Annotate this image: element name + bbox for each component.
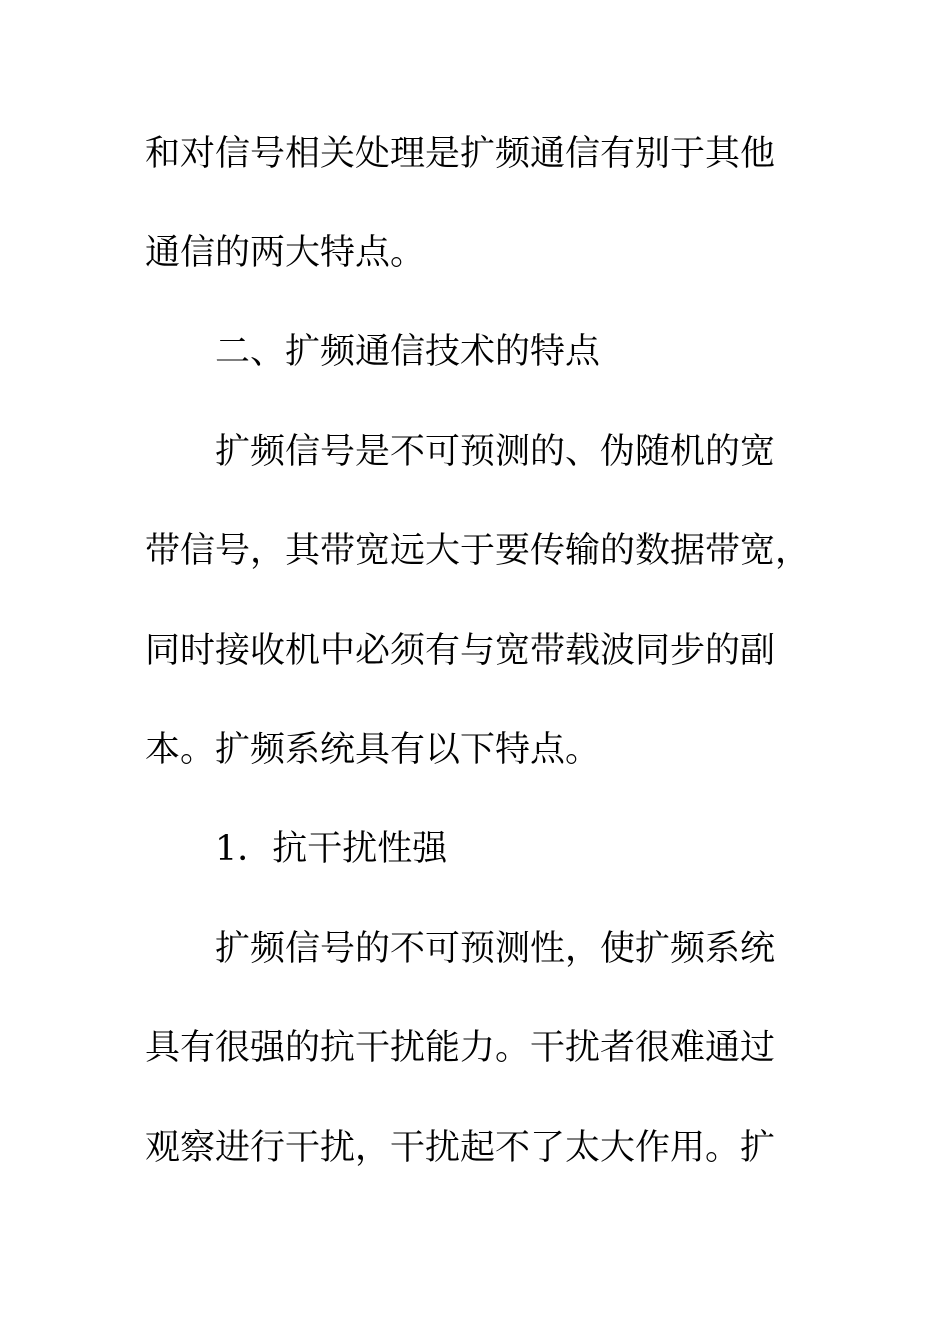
paragraph-first-line: 扩频信号的不可预测性，使扩频系统: [215, 929, 776, 969]
body-text-line: 本。扩频系统具有以下特点。: [145, 730, 601, 770]
body-text-line: 观察进行干扰，干扰起不了太大作用。扩: [145, 1128, 776, 1168]
body-text-line: 同时接收机中必须有与宽带载波同步的副: [145, 631, 776, 671]
body-text-line: 和对信号相关处理是扩频通信有别于其他: [145, 134, 776, 174]
subsection-heading: 1．抗干扰性强: [215, 829, 448, 869]
section-heading: 二、扩频通信技术的特点: [215, 332, 601, 372]
body-text-line: 通信的两大特点。: [145, 233, 426, 273]
paragraph-first-line: 扩频信号是不可预测的、伪随机的宽: [215, 432, 776, 472]
body-text-line: 带信号，其带宽远大于要传输的数据带宽，: [145, 531, 811, 571]
body-text-line: 具有很强的抗干扰能力。干扰者很难通过: [145, 1028, 776, 1068]
